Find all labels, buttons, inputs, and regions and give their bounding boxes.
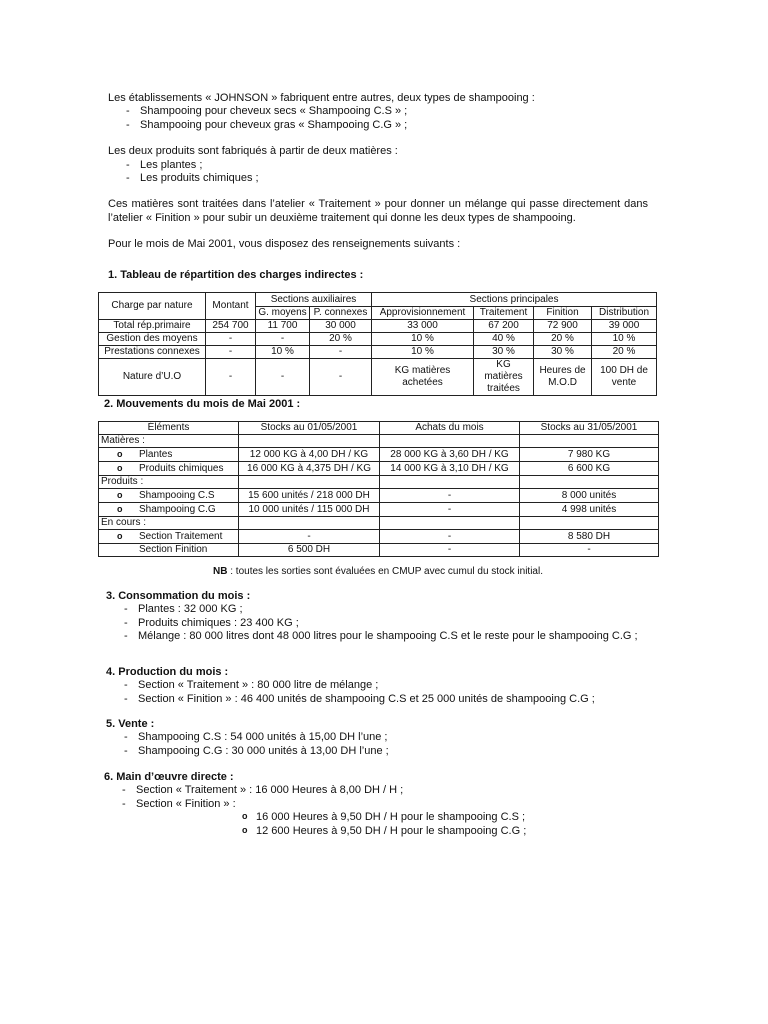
table-cell: 39 000	[592, 320, 657, 333]
row-label: Section Finition	[99, 544, 239, 557]
product-type-item: - Shampooing pour cheveux gras « Shampooing C.G » ;	[108, 119, 648, 132]
table-cell: 10 000 unités / 115 000 DH	[239, 503, 380, 517]
group-label: En cours :	[99, 517, 239, 530]
row-label: Prestations connexes	[99, 346, 206, 359]
header-charge: Charge par nature	[99, 293, 206, 320]
table-cell: 28 000 KG à 3,60 DH / KG	[380, 448, 520, 462]
nb-label: NB	[213, 566, 228, 577]
consumption-list	[106, 603, 652, 643]
group-label: Produits :	[99, 476, 239, 489]
intro-paragraph: Ces matières sont traitées dans l’atelier « Traitement » pour donner un mélange qui passe directement dans l’atelier « Finition » pour subir un deuxième traitement qui donne les deux types de shampooing.	[108, 198, 648, 224]
table-row	[99, 320, 657, 333]
table-cell: -	[380, 503, 520, 517]
table-group-row	[99, 435, 659, 448]
table-cell: -	[380, 489, 520, 503]
section-5-title: 5. Vente :	[106, 718, 155, 730]
header-sections-auxiliaires: Sections auxiliaires	[256, 293, 372, 307]
table-cell: 254 700	[206, 320, 256, 333]
table-row	[99, 346, 657, 359]
table-cell: 10 %	[592, 333, 657, 346]
row-label: o Shampooing C.S	[99, 489, 239, 503]
table-cell: -	[256, 359, 310, 396]
bullet-icon: o	[117, 531, 123, 541]
table-cell: -	[206, 346, 256, 359]
row-label: Nature d’U.O	[99, 359, 206, 396]
table-cell: 33 000	[372, 320, 474, 333]
header-col: Finition	[534, 307, 592, 320]
table-cell: 30 %	[534, 346, 592, 359]
table-cell: -	[520, 544, 659, 557]
list-item: - Mélange : 80 000 litres dont 48 000 litres pour le shampooing C.S et le reste pour le shampooing C.G ;	[106, 630, 652, 643]
table-cell: -	[310, 346, 372, 359]
material-item: - Les produits chimiques ;	[108, 172, 648, 185]
section-4	[106, 666, 652, 706]
labor-list	[104, 784, 650, 811]
table-cell: -	[206, 333, 256, 346]
table-cell: 12 000 KG à 4,00 DH / KG	[239, 448, 380, 462]
table-cell: KG matières traitées	[474, 359, 534, 396]
table-cell: 11 700	[256, 320, 310, 333]
list-item: - Section « Finition » : 46 400 unités de shampooing C.S et 25 000 unités de shampooing C.G ;	[106, 693, 652, 706]
list-item: o 16 000 Heures à 9,50 DH / H pour le shampooing C.S ;	[242, 811, 650, 824]
table-cell: -	[256, 333, 310, 346]
table-cell: -	[380, 544, 520, 557]
header-col: Distribution	[592, 307, 657, 320]
product-type-item: - Shampooing pour cheveux secs « Shampooing C.S » ;	[108, 105, 648, 118]
section-1-title: 1. Tableau de répartition des charges indirectes :	[108, 269, 364, 281]
movements-table	[98, 421, 659, 557]
header-montant: Montant	[206, 293, 256, 320]
table-cell: 10 %	[372, 346, 474, 359]
table-cell: 72 900	[534, 320, 592, 333]
table-row	[99, 544, 659, 557]
group-label: Matières :	[99, 435, 239, 448]
table-row	[99, 359, 657, 396]
header-col: P. connexes	[310, 307, 372, 320]
table-cell: 67 200	[474, 320, 534, 333]
table-cell: 16 000 KG à 4,375 DH / KG	[239, 462, 380, 476]
table-cell: 6 600 KG	[520, 462, 659, 476]
table-group-row	[99, 517, 659, 530]
section-6	[104, 771, 650, 838]
table-cell: 40 %	[474, 333, 534, 346]
table-cell: 7 980 KG	[520, 448, 659, 462]
list-item: - Section « Traitement » : 16 000 Heures à 8,00 DH / H ;	[104, 784, 650, 797]
charges-table	[98, 292, 657, 396]
row-label: o Plantes	[99, 448, 239, 462]
intro	[108, 92, 648, 252]
table-header-row	[99, 422, 659, 435]
table-group-row	[99, 476, 659, 489]
list-item: - Produits chimiques : 23 400 KG ;	[106, 617, 652, 630]
intro-line-1: Les établissements « JOHNSON » fabriquent entre autres, deux types de shampooing :	[108, 92, 535, 104]
table-row	[99, 462, 659, 476]
table-cell: 8 580 DH	[520, 530, 659, 544]
table-cell: 10 %	[372, 333, 474, 346]
section-6-title: 6. Main d’œuvre directe :	[104, 771, 234, 783]
table-cell: KG matières achetées	[372, 359, 474, 396]
list-item: o 12 600 Heures à 9,50 DH / H pour le shampooing C.G ;	[242, 825, 650, 838]
table-row	[99, 530, 659, 544]
table-cell: 10 %	[256, 346, 310, 359]
list-item: - Section « Traitement » : 80 000 litre de mélange ;	[106, 679, 652, 692]
table-cell: 14 000 KG à 3,10 DH / KG	[380, 462, 520, 476]
header-col: Éléments	[99, 422, 239, 435]
table-row	[99, 448, 659, 462]
table-cell: -	[310, 359, 372, 396]
header-col: Achats du mois	[380, 422, 520, 435]
nb-text: : toutes les sorties sont évaluées en CMUP avec cumul du stock initial.	[227, 566, 543, 577]
section-3	[106, 590, 652, 644]
section-4-title: 4. Production du mois :	[106, 666, 229, 678]
list-item: - Shampooing C.G : 30 000 unités à 13,00 DH l’une ;	[106, 745, 652, 758]
table-row	[99, 503, 659, 517]
header-col: Stocks au 01/05/2001	[239, 422, 380, 435]
row-label: o Produits chimiques	[99, 462, 239, 476]
section-5	[106, 718, 652, 758]
table-cell: 15 600 unités / 218 000 DH	[239, 489, 380, 503]
bullet-icon: o	[117, 449, 123, 459]
table-cell: 100 DH de vente	[592, 359, 657, 396]
product-types-list	[108, 105, 648, 132]
table-cell: 20 %	[592, 346, 657, 359]
material-item: - Les plantes ;	[108, 159, 648, 172]
table-header-row	[99, 293, 657, 307]
row-label: Total rép.primaire	[99, 320, 206, 333]
table-cell: -	[206, 359, 256, 396]
table-cell: 20 %	[310, 333, 372, 346]
table-cell: 6 500 DH	[239, 544, 380, 557]
header-sections-principales: Sections principales	[372, 293, 657, 307]
production-list	[106, 679, 652, 706]
section-2-title: 2. Mouvements du mois de Mai 2001 :	[104, 398, 301, 410]
sales-list	[106, 731, 652, 758]
bullet-icon: o	[117, 490, 123, 500]
table-cell: 20 %	[534, 333, 592, 346]
header-col: Approvisionnement	[372, 307, 474, 320]
intro-line-3: Pour le mois de Mai 2001, vous disposez des renseignements suivants :	[108, 238, 461, 251]
table-cell: 30 %	[474, 346, 534, 359]
bullet-icon: o	[117, 463, 123, 473]
table-cell: -	[239, 530, 380, 544]
table-cell: -	[380, 530, 520, 544]
table-cell: 4 998 unités	[520, 503, 659, 517]
table-row	[99, 489, 659, 503]
header-col: Stocks au 31/05/2001	[520, 422, 659, 435]
nb-note	[98, 566, 658, 578]
row-label: Gestion des moyens	[99, 333, 206, 346]
row-label: o Section Traitement	[99, 530, 239, 544]
list-item: - Shampooing C.S : 54 000 unités à 15,00 DH l’une ;	[106, 731, 652, 744]
list-item: - Section « Finition » :	[104, 798, 650, 811]
intro-line-2: Les deux produits sont fabriqués à partir de deux matières :	[108, 145, 398, 158]
header-col: G. moyens	[256, 307, 310, 320]
section-3-title: 3. Consommation du mois :	[106, 590, 251, 602]
materials-list	[108, 159, 648, 186]
row-label: o Shampooing C.G	[99, 503, 239, 517]
table-cell: Heures de M.O.D	[534, 359, 592, 396]
table-cell: 30 000	[310, 320, 372, 333]
bullet-icon: o	[117, 504, 123, 514]
table-row	[99, 333, 657, 346]
header-col: Traitement	[474, 307, 534, 320]
table-cell: 8 000 unités	[520, 489, 659, 503]
list-item: - Plantes : 32 000 KG ;	[106, 603, 652, 616]
finition-hours-list	[242, 811, 650, 838]
